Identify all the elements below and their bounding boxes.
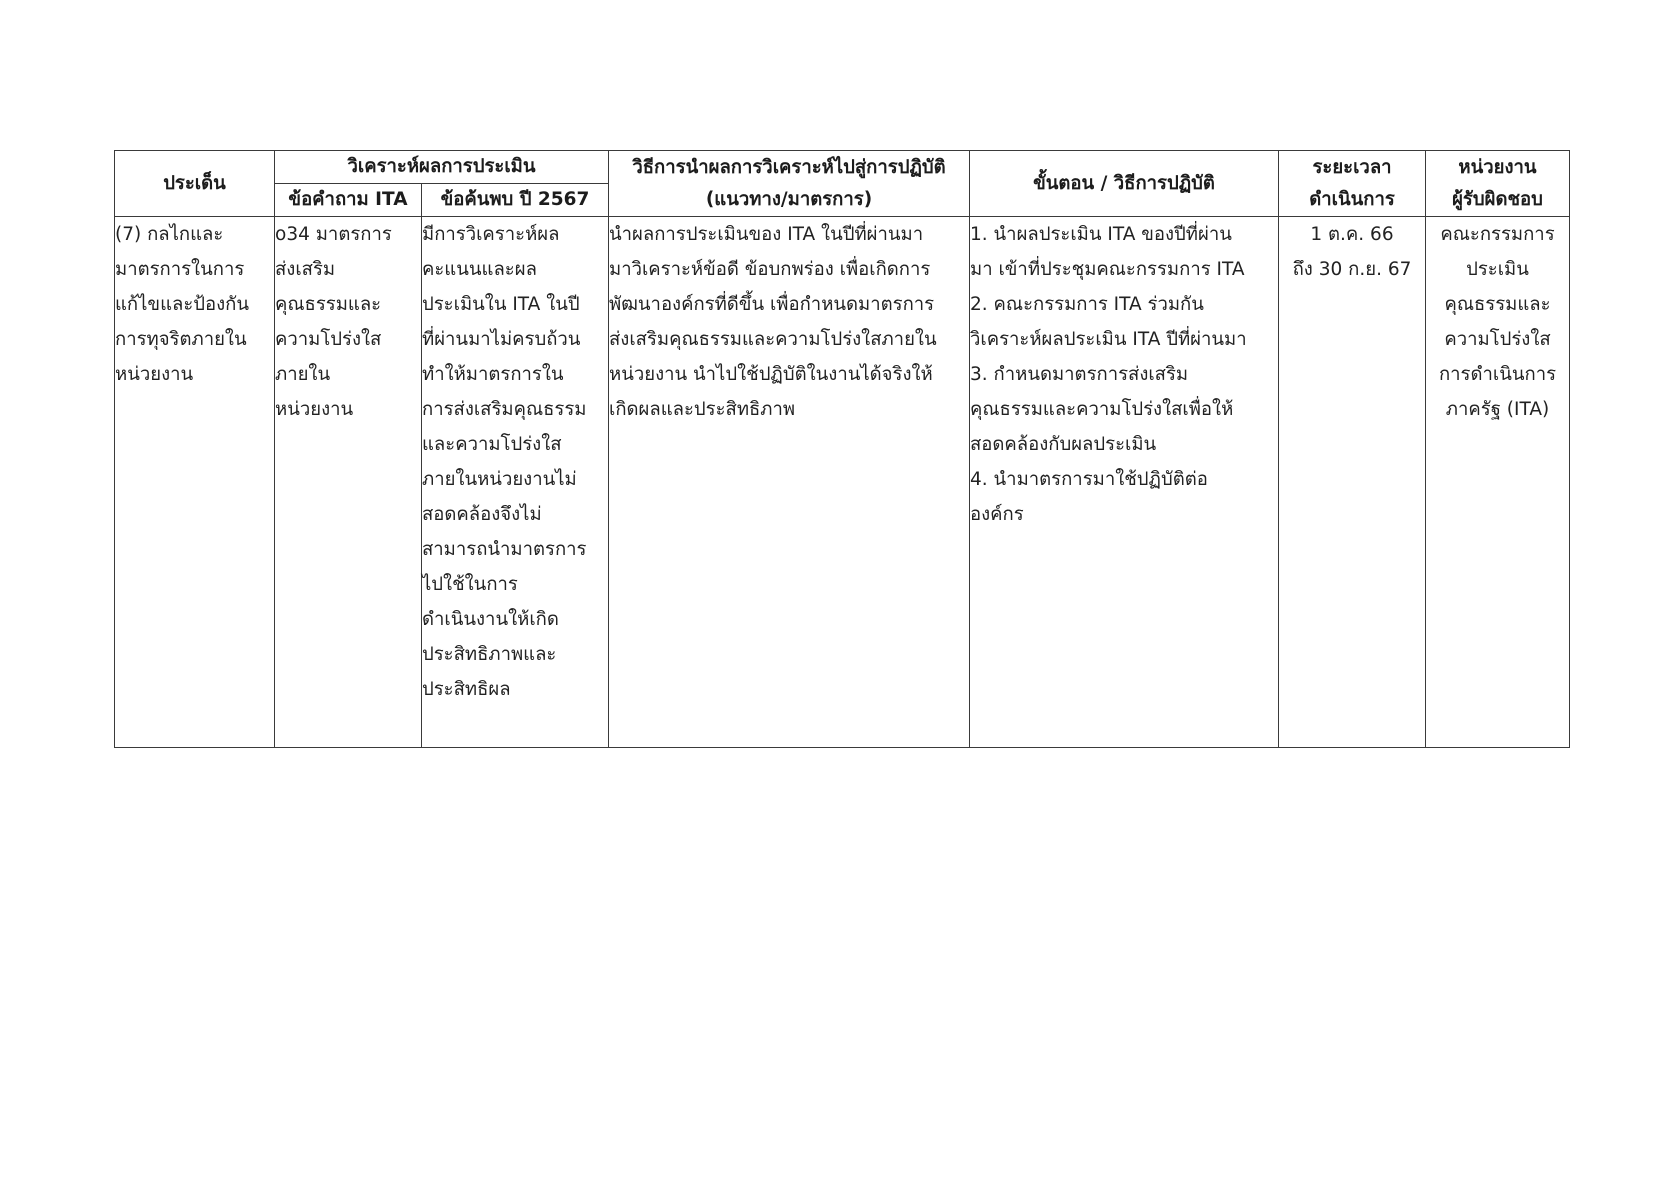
cell-issue [115,217,275,748]
header-issue: ประเด็น [115,151,275,217]
header-analysis-group: วิเคราะห์ผลการประเมิน [275,151,609,184]
cell-line: พัฒนาองค์กรที่ดีขึ้น เพื่อกำหนดมาตรการ [609,294,935,315]
cell-line: 1. นำผลประเมิน ITA ของปีที่ผ่าน [970,224,1232,245]
cell-line: ความโปร่งใส [275,329,382,350]
cell-responsible [1426,217,1570,748]
cell-line: 2. คณะกรรมการ ITA ร่วมกัน [970,294,1204,315]
cell-line: ภายในหน่วยงานไม่ [422,469,577,490]
cell-line: ส่งเสริมคุณธรรมและความโปร่งใสภายใน [609,329,937,350]
header-period [1279,151,1426,217]
header-steps: ขั้นตอน / วิธีการปฏิบัติ [970,151,1279,217]
cell-line: ประสิทธิภาพและ [422,644,557,665]
cell-line: o34 มาตรการ [275,224,392,245]
header-responsible-line: หน่วยงาน [1458,156,1537,178]
cell-line: ประเมิน [1466,259,1529,280]
header-method [609,151,970,217]
cell-line: สามารถนำมาตรการ [422,539,587,560]
cell-steps [970,217,1279,748]
header-row-top [115,151,1570,184]
cell-line: มาตรการในการ [115,259,245,280]
header-period-line: ดำเนินการ [1309,188,1395,210]
cell-line: ภายใน [275,364,331,385]
cell-line: สอดคล้องกับผลประเมิน [970,434,1157,455]
cell-line: คุณธรรมและ [1444,294,1551,315]
cell-line: หน่วยงาน [275,399,354,420]
cell-line: คุณธรรมและความโปร่งใสเพื่อให้ [970,399,1234,420]
cell-line: ไปใช้ในการ [422,574,518,595]
cell-line: แก้ไขและป้องกัน [115,294,250,315]
cell-line: คณะกรรมการ [1440,224,1555,245]
cell-line: การส่งเสริมคุณธรรม [422,399,587,420]
cell-line: องค์กร [970,504,1024,525]
header-period-line: ระยะเวลา [1312,156,1392,178]
cell-line: ที่ผ่านมาไม่ครบถ้วน [422,329,581,350]
header-findings: ข้อค้นพบ ปี 2567 [422,184,609,217]
cell-line: ทำให้มาตรการใน [422,364,564,385]
cell-findings [422,217,609,748]
cell-line: หน่วยงาน [115,364,194,385]
cell-line: มาวิเคราะห์ข้อดี ข้อบกพร่อง เพื่อเกิดการ [609,259,931,280]
cell-line: 4. นำมาตรการมาใช้ปฏิบัติต่อ [970,469,1208,490]
cell-line: การดำเนินการ [1438,364,1557,385]
cell-method [609,217,970,748]
cell-line: 3. กำหนดมาตรการส่งเสริม [970,364,1189,385]
cell-line: (7) กลไกและ [115,224,224,245]
header-responsible [1426,151,1570,217]
cell-line: คุณธรรมและ [275,294,382,315]
cell-line: ภาครัฐ (ITA) [1445,399,1550,420]
ita-action-plan-table [114,150,1570,748]
header-responsible-line: ผู้รับผิดชอบ [1452,188,1543,210]
cell-line: มีการวิเคราะห์ผล [422,224,560,245]
cell-line: มา เข้าที่ประชุมคณะกรรมการ ITA [970,259,1245,280]
cell-period [1279,217,1426,748]
cell-line: คะแนนและผล [422,259,537,280]
cell-line: ความโปร่งใส [1444,329,1551,350]
cell-line: 1 ต.ค. 66 [1310,224,1394,245]
cell-line: หน่วยงาน นำไปใช้ปฏิบัติในงานได้จริงให้ [609,364,933,385]
header-ita-question: ข้อคำถาม ITA [275,184,422,217]
cell-line: ประเมินใน ITA ในปี [422,294,580,315]
cell-line: ส่งเสริม [275,259,336,280]
cell-line: นำผลการประเมินของ ITA ในปีที่ผ่านมา [609,224,924,245]
cell-line: ดำเนินงานให้เกิด [422,609,559,630]
cell-ita-question [275,217,422,748]
cell-line: วิเคราะห์ผลประเมิน ITA ปีที่ผ่านมา [970,329,1247,350]
cell-line: ประสิทธิผล [422,679,511,700]
header-method-line: วิธีการนำผลการวิเคราะห์ไปสู่การปฏิบัติ [632,156,946,178]
table-row [115,217,1570,748]
cell-line: สอดคล้องจึงไม่ [422,504,542,525]
header-method-line: (แนวทาง/มาตรการ) [705,188,873,210]
cell-line: การทุจริตภายใน [115,329,247,350]
cell-line: และความโปร่งใส [422,434,562,455]
cell-line: ถึง 30 ก.ย. 67 [1292,259,1412,280]
cell-line: เกิดผลและประสิทธิภาพ [609,399,796,420]
